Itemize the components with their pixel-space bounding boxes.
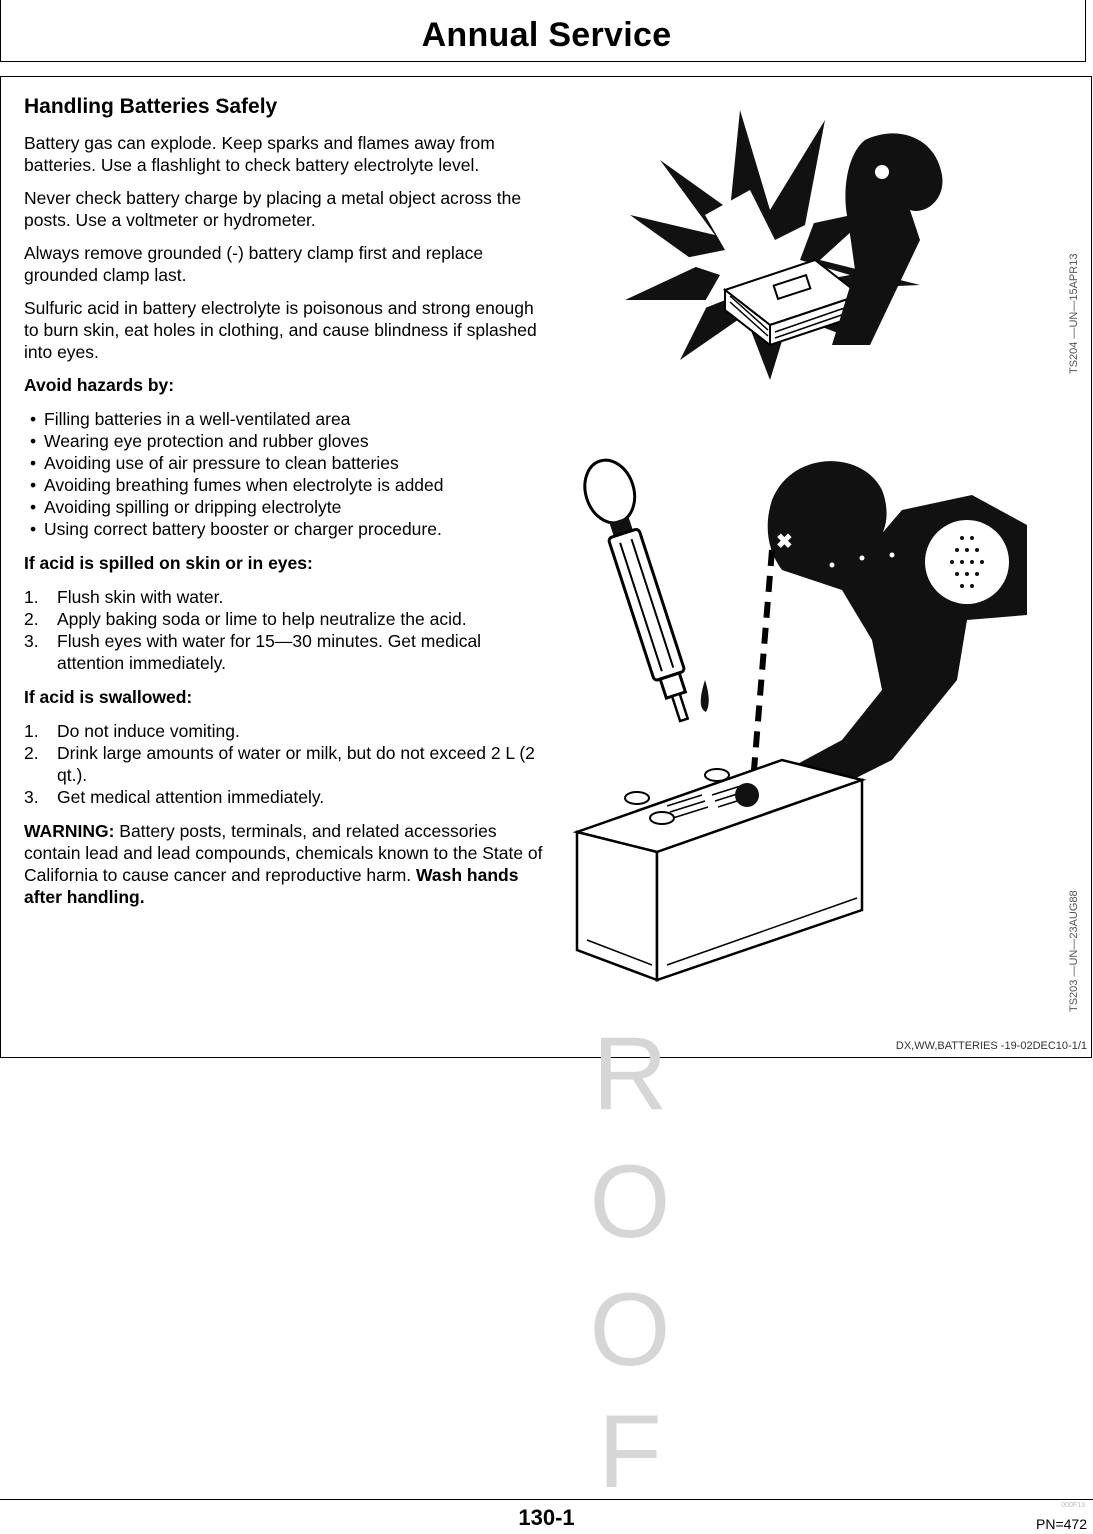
list-item: • Avoiding breathing fumes when electrolyte is added bbox=[24, 474, 544, 496]
list-item bbox=[24, 742, 544, 786]
list-item: • Filling batteries in a well-ventilated area bbox=[24, 408, 544, 430]
step-text: Drink large amounts of water or milk, but do not exceed 2 L (2 qt.). bbox=[57, 743, 535, 785]
hydrometer-battery-illustration bbox=[572, 440, 1042, 1000]
step-text: Get medical attention immediately. bbox=[57, 787, 325, 807]
avoid-heading: Avoid hazards by: bbox=[24, 375, 175, 395]
list-item: • Using correct battery booster or charger procedure. bbox=[24, 518, 544, 540]
paragraph: Battery gas can explode. Keep sparks and flames away from batteries. Use a flashlight to check battery electrolyte level. bbox=[24, 133, 495, 175]
step-number: 2. bbox=[24, 743, 39, 763]
list-item: • Avoiding use of air pressure to clean batteries bbox=[24, 452, 544, 474]
step-number: 1. bbox=[24, 721, 39, 741]
list-item bbox=[24, 586, 544, 608]
page-title: Annual Service bbox=[421, 16, 672, 54]
list-item bbox=[24, 720, 544, 742]
battery-explosion-illustration bbox=[620, 100, 950, 390]
page-number: 130-1 bbox=[518, 1505, 575, 1530]
paragraph: Never check battery charge by placing a metal object across the posts. Use a voltmeter or hydrometer. bbox=[24, 188, 522, 230]
section-title: Handling Batteries Safely bbox=[24, 95, 278, 118]
paragraph: Sulfuric acid in battery electrolyte is poisonous and strong enough to burn skin, eat holes in clothing, and cause blindness if splashed into eyes. bbox=[24, 298, 537, 362]
list-item bbox=[24, 630, 544, 674]
warning-emphasis: Wash hands after handling. bbox=[24, 865, 519, 907]
figure-id-top: TS204 —UN—15APR13 bbox=[1068, 253, 1080, 374]
part-number: PN=472 bbox=[1036, 1516, 1087, 1532]
reference-code: DX,WW,BATTERIES -19-02DEC10-1/1 bbox=[895, 1040, 1087, 1052]
watermark-letter: F bbox=[598, 1394, 662, 1510]
step-number: 3. bbox=[24, 787, 39, 807]
step-text: Do not induce vomiting. bbox=[57, 721, 240, 741]
watermark-letter: R bbox=[592, 1016, 668, 1132]
avoid-list bbox=[24, 408, 544, 540]
step-text: Apply baking soda or lime to help neutralize the acid. bbox=[57, 609, 467, 629]
warning-paragraph bbox=[24, 820, 544, 908]
list-item: • Wearing eye protection and rubber gloves bbox=[24, 430, 544, 452]
warning-label: WARNING: bbox=[24, 821, 115, 841]
skin-steps bbox=[24, 586, 544, 674]
text-column bbox=[24, 94, 544, 919]
paragraph: Always remove grounded (-) battery clamp first and replace grounded clamp last. bbox=[24, 243, 484, 285]
step-text: Flush eyes with water for 15—30 minutes. Get medical attention immediately. bbox=[57, 631, 482, 673]
watermark-letter: O bbox=[589, 1144, 671, 1260]
step-text: Flush skin with water. bbox=[57, 587, 224, 607]
list-item bbox=[24, 786, 544, 808]
figure-id-bottom: TS203 —UN—23AUG88 bbox=[1068, 890, 1080, 1012]
swallow-heading: If acid is swallowed: bbox=[24, 687, 193, 707]
swallow-steps bbox=[24, 720, 544, 808]
step-number: 2. bbox=[24, 609, 39, 629]
skin-heading: If acid is spilled on skin or in eyes: bbox=[24, 553, 313, 573]
svg-text:✖: ✖ bbox=[776, 531, 793, 553]
step-number: 3. bbox=[24, 631, 39, 651]
step-number: 1. bbox=[24, 587, 39, 607]
footer-code: 000F13 bbox=[1061, 1502, 1085, 1509]
watermark-letter: O bbox=[589, 1272, 671, 1388]
list-item bbox=[24, 608, 544, 630]
list-item: • Avoiding spilling or dripping electrolyte bbox=[24, 496, 544, 518]
footer-divider bbox=[0, 1499, 1093, 1500]
warning-text: Battery posts, terminals, and related accessories contain lead and lead compounds, chemicals known to the State of California to cause cancer and reproductive harm. bbox=[24, 821, 543, 885]
